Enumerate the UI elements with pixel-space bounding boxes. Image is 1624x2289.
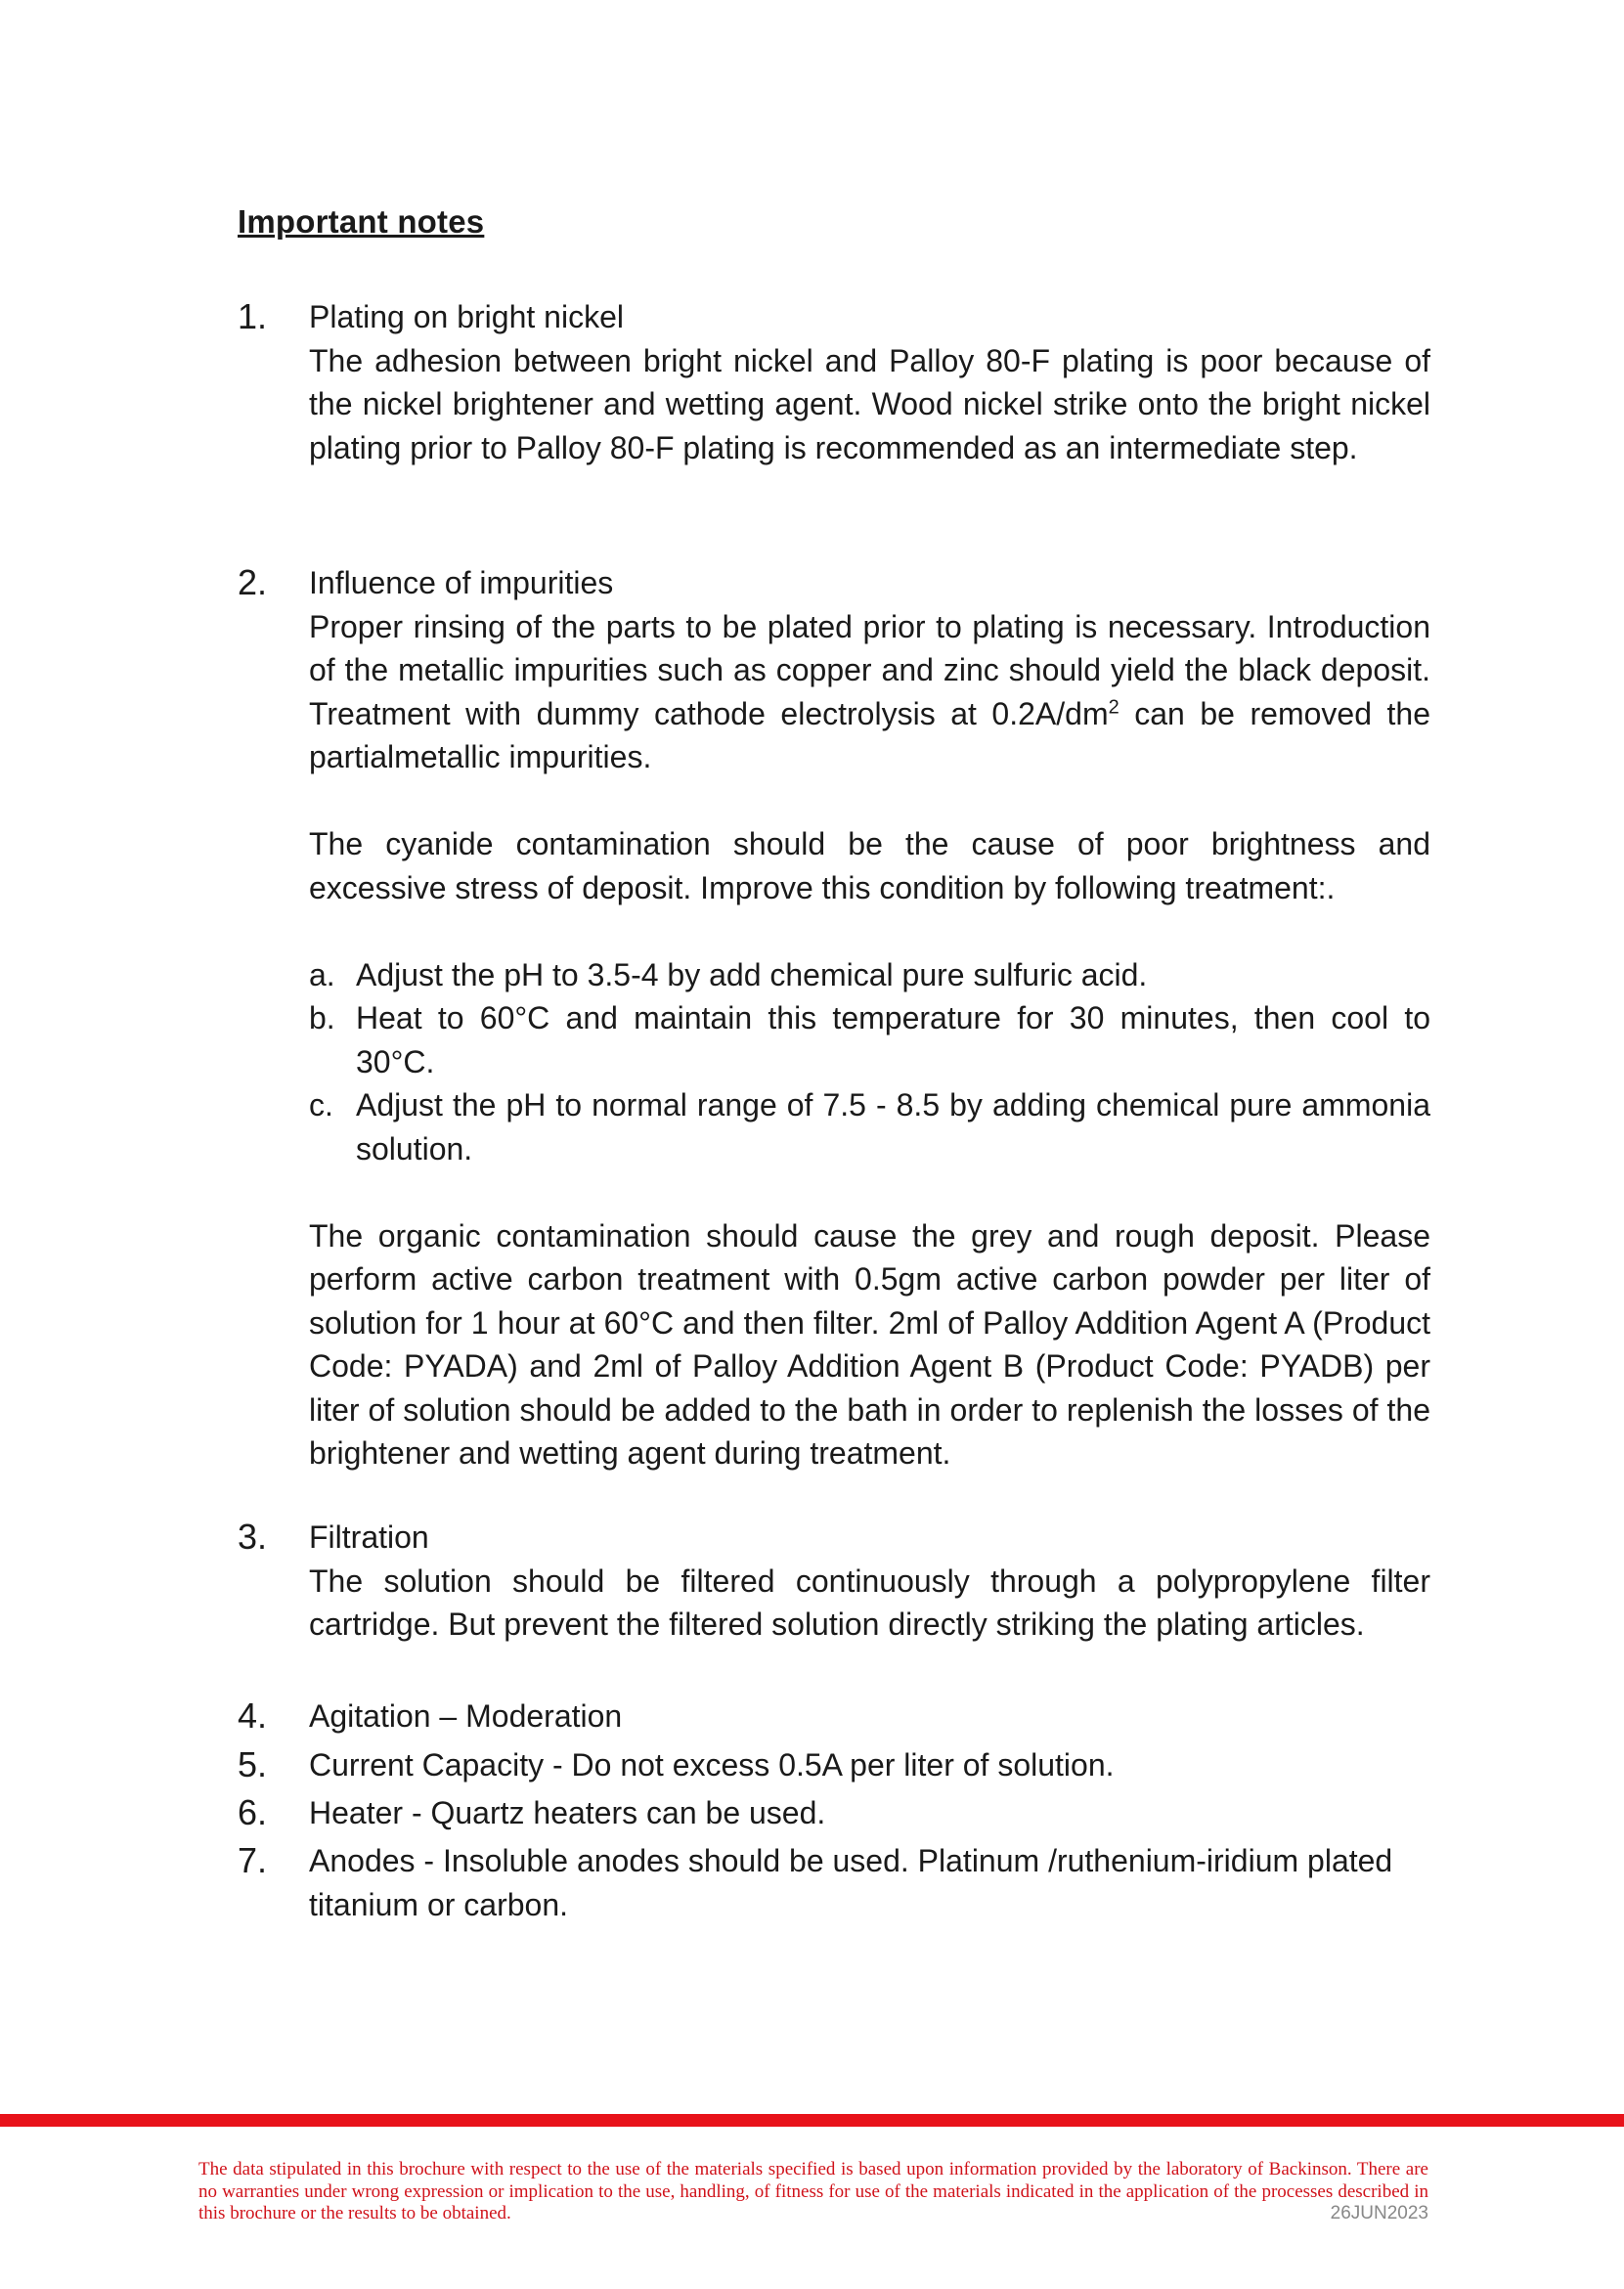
list-text: Adjust the pH to 3.5-4 by add chemical pure sulfuric acid. — [356, 956, 1148, 992]
note-text: The adhesion between bright nickel and Palloy 80-F plating is poor because of the nickel brightener and wetting agent. Wood nickel strike onto the bright nickel plating prior to Palloy 80-F plating is recommended as an intermediate step. — [309, 342, 1430, 465]
note-number: 2. — [238, 562, 268, 602]
note-title: Influence of impurities — [309, 565, 614, 600]
note-title: Filtration — [309, 1519, 429, 1555]
disclaimer-text: The data stipulated in this brochure with respect to the use of the materials specified is based upon information provided by the laboratory of Backinson. There are no warranties under wrong expression or implication to the use, handling, of fitness for use of the materials indicated in the application of the processes described in this brochure or the results to be obtained. — [198, 2159, 1428, 2223]
note-text-organic: The organic contamination should cause the grey and rough deposit. Please perform active carbon treatment with 0.5gm active carbon powder per liter of solution for 1 hour at 60°C and then filter. 2ml of Palloy Addition Agent A (Product Code: PYADA) and 2ml of Palloy Addition Agent B (Product Code: PYADB) per liter of solution should be added to the bath in order to replenish the losses of the brightener and wetting agent during treatment. — [309, 1217, 1430, 1471]
note-text: Current Capacity - Do not excess 0.5A per liter of solution. — [309, 1747, 1115, 1783]
list-text: Adjust the pH to normal range of 7.5 - 8.5 by adding chemical pure ammonia solution. — [356, 1087, 1430, 1167]
note-number: 1. — [238, 296, 268, 336]
list-item — [309, 996, 1430, 1083]
list-letter: a. — [309, 956, 335, 992]
note-text-metallic: Proper rinsing of the parts to be plated prior to plating is necessary. Introduction of the metallic impurities such as copper and zinc should yield the black deposit. Treatment with dummy cathode electrolysis at $0.2A/dm^2$ can be removed the partialmetallic impurities. — [309, 608, 1431, 774]
list-item — [309, 953, 1430, 997]
note-number: 3. — [238, 1517, 268, 1557]
note-number: 7. — [238, 1840, 268, 1880]
list-text: Heat to 60°C and maintain this temperature for 30 minutes, then cool to 30°C. — [356, 1000, 1430, 1079]
note-number: 5. — [238, 1744, 268, 1784]
note-title: Plating on bright nickel — [309, 299, 624, 334]
note-text: The solution should be filtered continuously through a polypropylene filter cartridge. But prevent the filtered solution directly striking the plating articles. — [309, 1563, 1430, 1642]
list-letter: c. — [309, 1087, 333, 1122]
revision-date: 26JUN2023 — [1323, 2203, 1428, 2225]
footer-divider — [0, 2114, 1624, 2127]
note-number: 6. — [238, 1792, 268, 1832]
note-number: 4. — [238, 1695, 268, 1736]
page-heading: Important notes — [238, 203, 485, 240]
note-text: Anodes - Insoluble anodes should be used. Platinum /ruthenium-iridium plated titanium or carbon. — [309, 1843, 1393, 1922]
note-text: Agitation – Moderation — [309, 1698, 623, 1734]
footer-disclaimer — [198, 2159, 1428, 2225]
list-item — [309, 1083, 1430, 1170]
note-text: Heater - Quartz heaters can be used. — [309, 1795, 826, 1830]
list-letter: b. — [309, 1000, 335, 1035]
note-text-cyanide: The cyanide contamination should be the cause of poor brightness and excessive stress of deposit. Improve this condition by following treatment:. — [309, 826, 1430, 905]
